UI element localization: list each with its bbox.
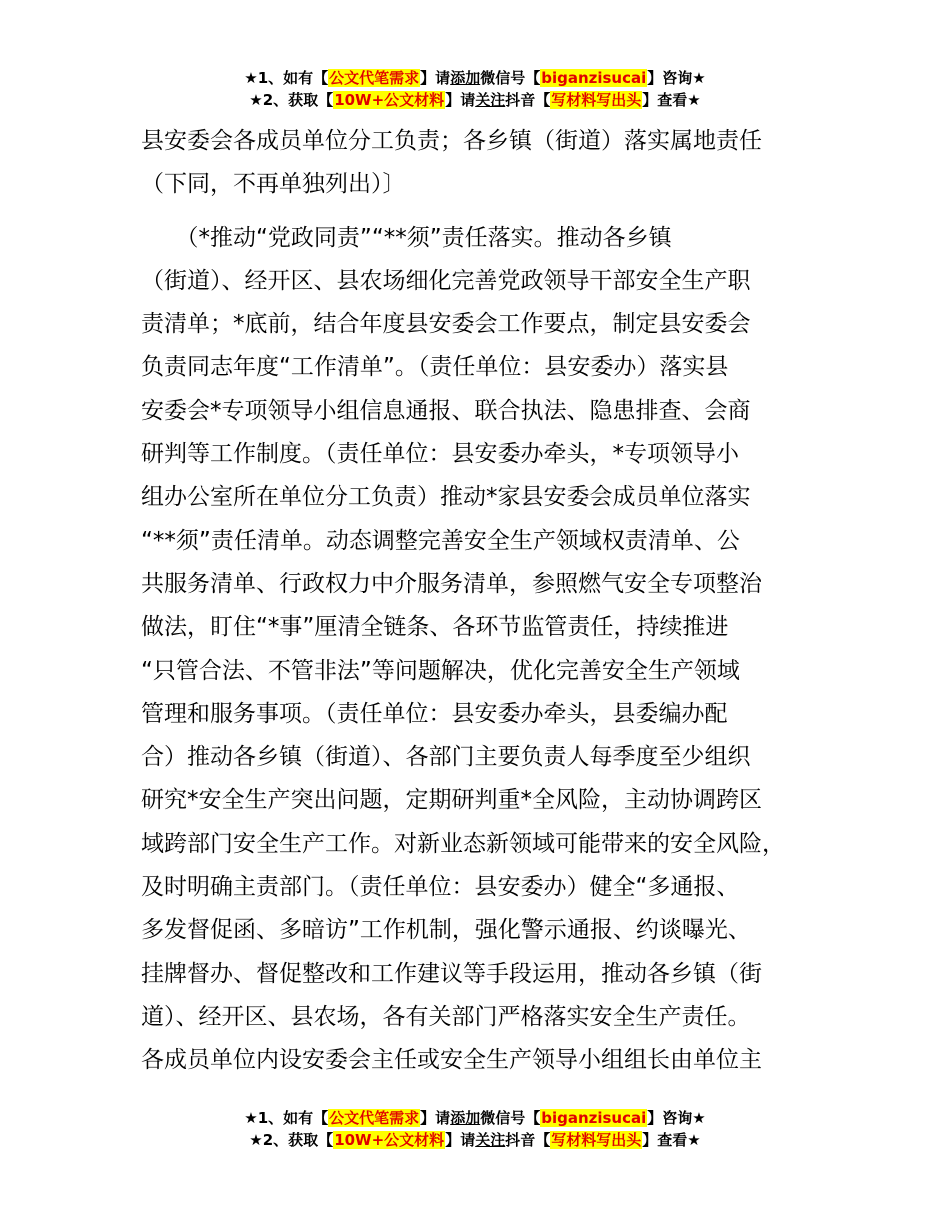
- body-line: 县安委会各成员单位分工负责；各乡镇（街道）落实属地责任: [141, 128, 762, 154]
- body-line: （*推动“党政同责”“**须”责任落实。推动各乡镇: [141, 224, 672, 251]
- body-line: 研判等工作制度。（责任单位：县安委办牵头，*专项领导小: [141, 441, 739, 468]
- promo-text: 】查看★: [642, 91, 701, 109]
- promo-line-1: [0, 67, 950, 89]
- body-line: “**须”责任清单。动态调整完善安全生产领域权责清单、公: [141, 527, 740, 554]
- promo-highlight: 公文代笔需求: [329, 69, 420, 87]
- promo-text: 抖音【: [505, 91, 551, 109]
- body-line: 共服务清单、行政权力中介服务清单，参照燃气安全专项整治: [141, 570, 762, 597]
- promo-line-2: [0, 1129, 950, 1151]
- promo-line-2: [0, 89, 950, 111]
- body-line: 组办公室所在单位分工负责）推动*家县安委会成员单位落实: [141, 484, 751, 511]
- promo-text: ★2、获取【: [249, 91, 334, 109]
- body-line: 合）推动各乡镇（街道）、各部门主要负责人每季度至少组织: [141, 744, 751, 771]
- body-line: 各成员单位内设安委会主任或安全生产领导小组组长由单位主: [141, 1047, 762, 1074]
- promo-highlight: biganzisucai: [541, 69, 647, 87]
- body-line: （街道）、经开区、县农场细化完善党政领导干部安全生产职: [141, 267, 751, 294]
- body-line: 多发督促函、多暗访”工作机制，强化警示通报、约谈曝光、: [141, 917, 751, 944]
- body-line: 安委会*专项领导小组信息通报、联合执法、隐患排查、会商: [141, 397, 751, 424]
- body-line: 域跨部门安全生产工作。对新业态新领域可能带来的安全风险，: [141, 830, 785, 857]
- promo-text: 】请: [445, 91, 476, 109]
- promo-text: ★1、如有【: [244, 1109, 329, 1127]
- promo-highlight: 写材料写出头: [551, 1131, 642, 1149]
- paragraph-gap: [141, 207, 841, 217]
- document-body: [141, 120, 841, 1083]
- bottom-promo-banner: [0, 1107, 950, 1151]
- promo-underlined: 添加: [450, 69, 481, 87]
- promo-highlight: 公文代笔需求: [329, 1109, 420, 1127]
- body-line: “只管合法、不管非法”等问题解决，优化完善安全生产领域: [141, 657, 740, 684]
- promo-text: 微信号【: [480, 1109, 541, 1127]
- promo-text: ★2、获取【: [249, 1131, 334, 1149]
- body-line: 及时明确主责部门。（责任单位：县安委办）健全“多通报、: [141, 874, 740, 901]
- promo-text: ★1、如有【: [244, 69, 329, 87]
- promo-highlight: 写材料写出头: [551, 91, 642, 109]
- promo-text: 微信号【: [480, 69, 541, 87]
- promo-underlined: 关注: [475, 91, 506, 109]
- body-line: 道）、经开区、县农场，各有关部门严格落实安全生产责任。: [141, 1003, 751, 1030]
- promo-text: 】咨询★: [647, 69, 706, 87]
- promo-line-1: [0, 1107, 950, 1129]
- promo-highlight: 10W+公文材料: [334, 1131, 445, 1149]
- body-line: 做法，盯住“*事”厘清全链条、各环节监管责任，持续推进: [141, 614, 729, 641]
- top-promo-banner: [0, 67, 950, 111]
- promo-text: 】请: [420, 69, 451, 87]
- promo-highlight: biganzisucai: [541, 1109, 647, 1127]
- promo-text: 抖音【: [505, 1131, 551, 1149]
- promo-underlined: 关注: [475, 1131, 506, 1149]
- body-line: 研究*安全生产突出问题，定期研判重*全风险，主动协调跨区: [141, 787, 762, 814]
- promo-text: 】查看★: [642, 1131, 701, 1149]
- body-line: 责清单；*底前，结合年度县安委会工作要点，制定县安委会: [141, 311, 751, 338]
- promo-underlined: 添加: [450, 1109, 481, 1127]
- promo-text: 】请: [420, 1109, 451, 1127]
- promo-text: 】请: [445, 1131, 476, 1149]
- promo-highlight: 10W+公文材料: [334, 91, 445, 109]
- body-line: 负责同志年度“工作清单”。（责任单位：县安委办）落实县: [141, 354, 729, 381]
- body-line: 管理和服务事项。（责任单位：县安委办牵头，县委编办配: [141, 700, 728, 727]
- body-line: （下同，不再单独列出）〕: [141, 171, 406, 198]
- promo-text: 】咨询★: [647, 1109, 706, 1127]
- body-line: 挂牌督办、督促整改和工作建议等手段运用，推动各乡镇（街: [141, 960, 762, 987]
